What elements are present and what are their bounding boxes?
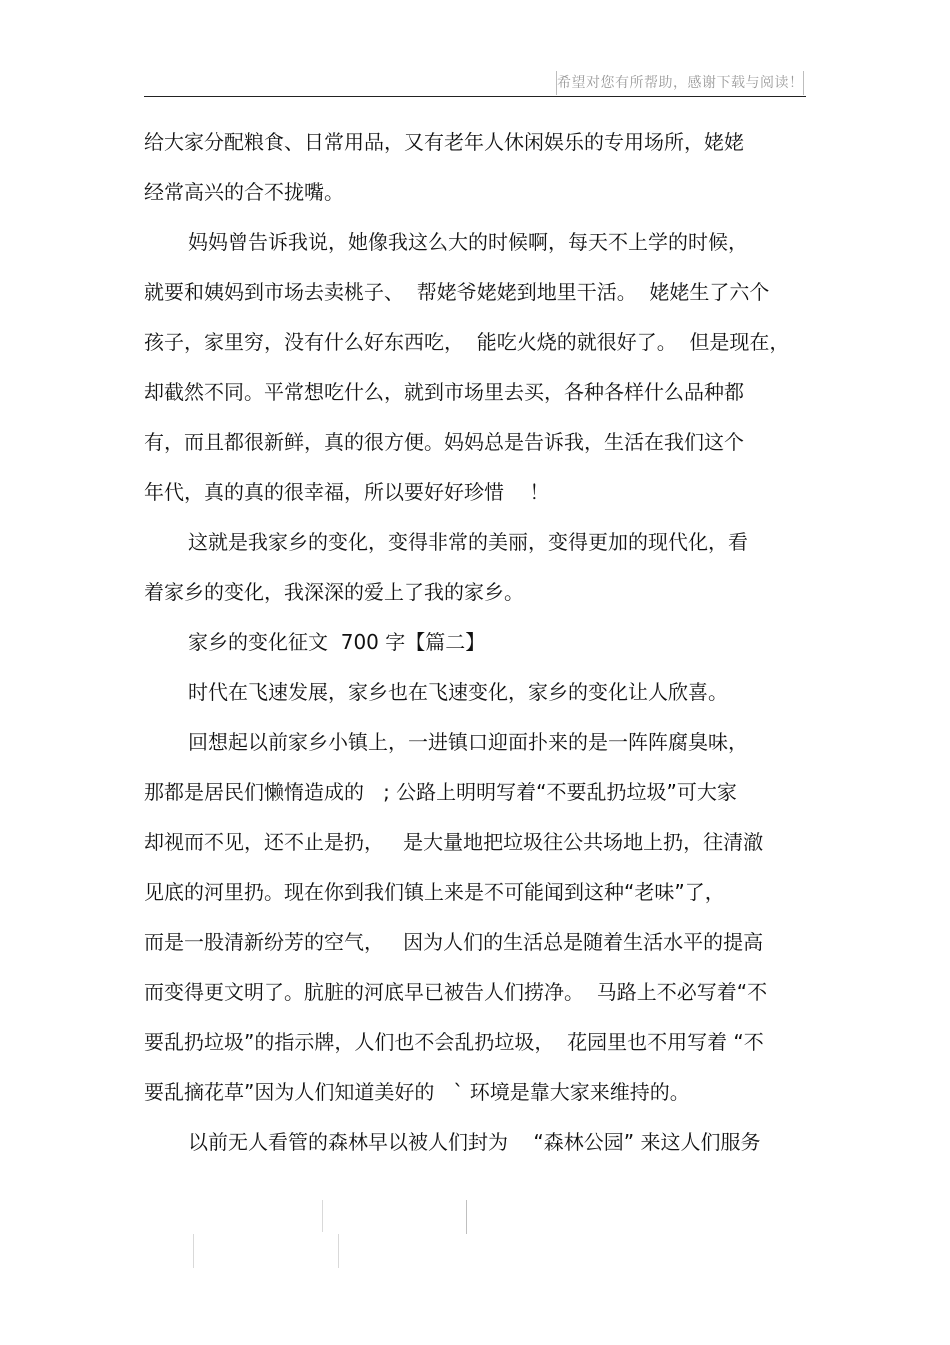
text-line: 回想起以前家乡小镇上，一进镇口迎面扑来的是一阵阵腐臭味， (188, 730, 748, 754)
text-line: 就要和姨妈到市场去卖桃子、 帮姥爷姥姥到地里干活。 姥姥生了六个 (144, 280, 770, 304)
decorative-vertical-line (338, 1234, 339, 1268)
header-banner: 希望对您有所帮助，感谢下载与阅读！ (556, 71, 804, 95)
text-line: 有，而且都很新鲜，真的很方便。妈妈总是告诉我，生活在我们这个 (144, 430, 744, 454)
decorative-vertical-line (466, 1200, 467, 1234)
text-line: 这就是我家乡的变化，变得非常的美丽，变得更加的现代化，看 (188, 530, 748, 554)
text-line: 给大家分配粮食、日常用品，又有老年人休闲娱乐的专用场所，姥姥 (144, 130, 744, 154)
text-line: 而是一股清新纷芳的空气， 因为人们的生活总是随着生活水平的提高 (144, 930, 764, 954)
text-line: 要乱摘花草”因为人们知道美好的 ` 环境是靠大家来维持的。 (144, 1080, 690, 1104)
text-line: 却截然不同。平常想吃什么，就到市场里去买，各种各样什么品种都 (144, 380, 744, 404)
text-line: 家乡的变化征文 700 字【篇二】 (188, 630, 486, 654)
text-line: 要乱扔垃圾”的指示牌，人们也不会乱扔垃圾， 花园里也不用写着 “不 (144, 1030, 764, 1054)
decorative-vertical-line (322, 1200, 323, 1232)
text-line: 却视而不见，还不止是扔， 是大量地把垃圾往公共场地上扔，往清澈 (144, 830, 764, 854)
text-line: 那都是居民们懒惰造成的 ; 公路上明明写着“不要乱扔垃圾”可大家 (144, 780, 737, 804)
text-line: 以前无人看管的森林早以被人们封为 “森林公园” 来这人们服务 (188, 1130, 761, 1154)
text-line: 经常高兴的合不拢嘴。 (144, 180, 344, 204)
header-rule (144, 96, 806, 97)
decorative-vertical-line (193, 1234, 194, 1268)
text-line: 年代，真的真的很幸福，所以要好好珍惜 ！ (144, 480, 550, 504)
text-line: 孩子，家里穷，没有什么好东西吃， 能吃火烧的就很好了。 但是现在， (144, 330, 790, 354)
text-line: 妈妈曾告诉我说，她像我这么大的时候啊，每天不上学的时候， (188, 230, 748, 254)
text-line: 而变得更文明了。肮脏的河底早已被告人们捞净。 马路上不必写着“不 (144, 980, 768, 1004)
text-line: 时代在飞速发展，家乡也在飞速变化，家乡的变化让人欣喜。 (188, 680, 728, 704)
text-line: 见底的河里扔。现在你到我们镇上来是不可能闻到这种“老味”了， (144, 880, 725, 904)
text-line: 着家乡的变化，我深深的爱上了我的家乡。 (144, 580, 524, 604)
body-text (144, 117, 808, 1167)
